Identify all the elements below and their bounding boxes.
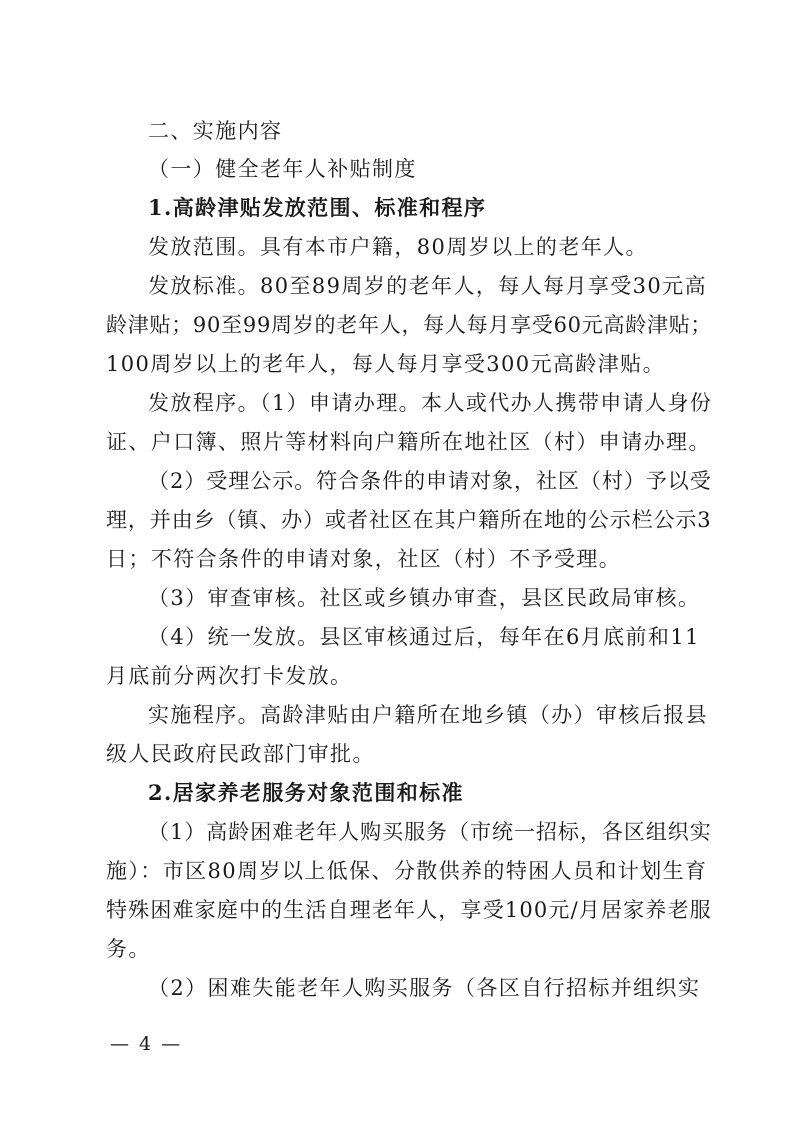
paragraph-line: 龄津贴；90至99周岁的老年人，每人每月享受60元高龄津贴； xyxy=(106,313,713,337)
section-heading: 二、实施内容 xyxy=(148,119,283,143)
paragraph-line: （2）受理公示。符合条件的申请对象，社区（村）予以受 xyxy=(148,469,712,493)
paragraph-line: 发放标准。80至89周岁的老年人，每人每月享受30元高 xyxy=(148,274,707,298)
item-heading-2: 2.居家养老服务对象范围和标准 xyxy=(148,780,464,805)
paragraph-line: 实施程序。高龄津贴由户籍所在地乡镇（办）审核后报县 xyxy=(148,703,708,727)
paragraph-line: 日；不符合条件的申请对象，社区（村）不予受理。 xyxy=(106,547,622,571)
paragraph-line: 100周岁以上的老年人，每人每月享受300元高龄津贴。 xyxy=(106,352,665,376)
paragraph-line: （1）高龄困难老年人购买服务（市统一招标，各区组织实 xyxy=(148,820,712,844)
paragraph-line: 发放程序。（1）申请办理。本人或代办人携带申请人身份 xyxy=(148,391,713,415)
paragraph-line: 月底前分两次打卡发放。 xyxy=(106,664,353,688)
paragraph-line: 务。 xyxy=(106,937,151,961)
paragraph-line: 证、户口簿、照片等材料向户籍所在地社区（村）申请办理。 xyxy=(106,430,711,454)
paragraph-line: 特殊困难家庭中的生活自理老年人，享受100元/月居家养老服 xyxy=(106,898,712,922)
paragraph-line: （4）统一发放。县区审核通过后，每年在6月底前和11 xyxy=(148,625,700,649)
paragraph-line: （3）审查审核。社区或乡镇办审查，县区民政局审核。 xyxy=(148,586,701,610)
paragraph-line: 施）：市区80周岁以上低保、分散供养的特困人员和计划生育 xyxy=(106,859,708,883)
page-number: — 4 — xyxy=(110,1033,183,1055)
subsection-heading: （一）健全老年人补贴制度 xyxy=(148,157,417,181)
paragraph-line: （2）困难失能老年人购买服务（各区自行招标并组织实 xyxy=(148,976,701,1000)
paragraph-line: 发放范围。具有本市户籍，80周岁以上的老年人。 xyxy=(148,235,648,259)
paragraph-line: 理，并由乡（镇、办）或者社区在其户籍所在地的公示栏公示3 xyxy=(106,508,712,532)
paragraph-line: 级人民政府民政部门审批。 xyxy=(106,742,375,766)
item-heading-1: 1.高龄津贴发放范围、标准和程序 xyxy=(148,195,487,220)
